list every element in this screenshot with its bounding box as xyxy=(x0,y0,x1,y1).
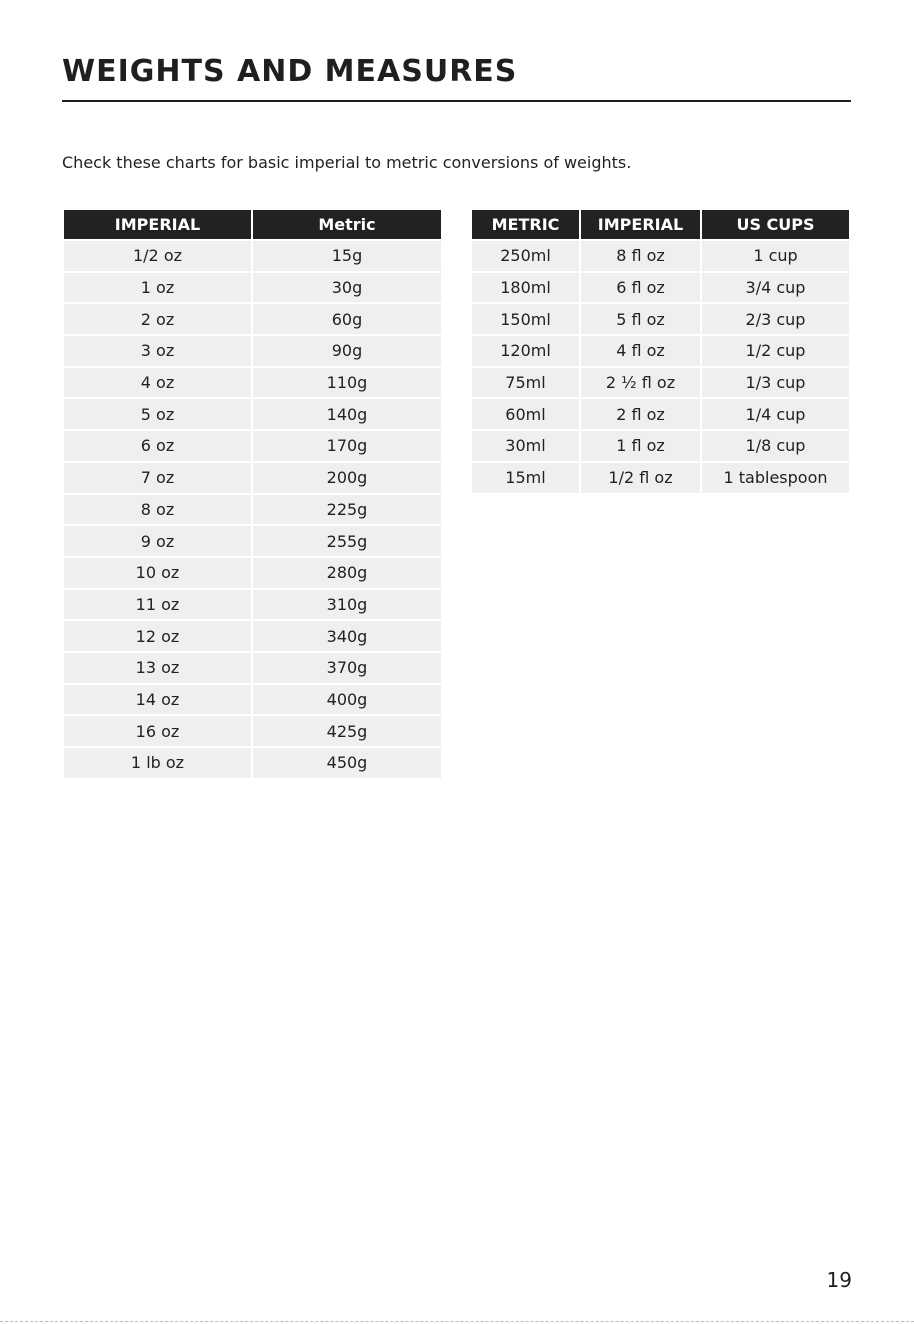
imperial-cell: 1 lb oz xyxy=(64,748,251,778)
table-row xyxy=(472,431,849,461)
table-row xyxy=(472,241,849,271)
imperial-cell: 1/2 oz xyxy=(64,241,251,271)
us-cups-cell: 1 tablespoon xyxy=(702,463,849,493)
table-row xyxy=(64,241,441,271)
table-row xyxy=(472,368,849,398)
table-row xyxy=(64,399,441,429)
volume-header-imperial: IMPERIAL xyxy=(581,210,700,239)
table-row xyxy=(64,431,441,461)
imperial-cell: 8 fl oz xyxy=(581,241,700,271)
table-row xyxy=(64,495,441,525)
volume-header-row xyxy=(472,210,849,239)
metric-cell: 30ml xyxy=(472,431,579,461)
metric-cell: 15ml xyxy=(472,463,579,493)
metric-cell: 170g xyxy=(253,431,441,461)
weights-conversion-table xyxy=(62,208,443,780)
table-row xyxy=(64,590,441,620)
table-row xyxy=(64,716,441,746)
imperial-cell: 2 fl oz xyxy=(581,399,700,429)
us-cups-cell: 1/2 cup xyxy=(702,336,849,366)
metric-cell: 120ml xyxy=(472,336,579,366)
metric-cell: 15g xyxy=(253,241,441,271)
table-row xyxy=(472,304,849,334)
imperial-cell: 5 oz xyxy=(64,399,251,429)
volume-header-us-cups: US CUPS xyxy=(702,210,849,239)
us-cups-cell: 1/8 cup xyxy=(702,431,849,461)
imperial-cell: 6 oz xyxy=(64,431,251,461)
imperial-cell: 3 oz xyxy=(64,336,251,366)
imperial-cell: 16 oz xyxy=(64,716,251,746)
imperial-cell: 5 fl oz xyxy=(581,304,700,334)
weights-header-row xyxy=(64,210,441,239)
imperial-cell: 7 oz xyxy=(64,463,251,493)
table-row xyxy=(64,653,441,683)
metric-cell: 310g xyxy=(253,590,441,620)
table-row xyxy=(472,273,849,303)
metric-cell: 450g xyxy=(253,748,441,778)
us-cups-cell: 1 cup xyxy=(702,241,849,271)
metric-cell: 110g xyxy=(253,368,441,398)
volume-table-body xyxy=(472,241,849,493)
metric-cell: 225g xyxy=(253,495,441,525)
us-cups-cell: 1/4 cup xyxy=(702,399,849,429)
imperial-cell: 12 oz xyxy=(64,621,251,651)
table-row xyxy=(64,685,441,715)
imperial-cell: 1 fl oz xyxy=(581,431,700,461)
table-row xyxy=(64,748,441,778)
imperial-cell: 9 oz xyxy=(64,526,251,556)
metric-cell: 425g xyxy=(253,716,441,746)
table-row xyxy=(64,368,441,398)
page-bottom-divider xyxy=(0,1321,914,1322)
metric-cell: 280g xyxy=(253,558,441,588)
table-row xyxy=(64,304,441,334)
imperial-cell: 11 oz xyxy=(64,590,251,620)
weights-header-metric: Metric xyxy=(253,210,441,239)
imperial-cell: 10 oz xyxy=(64,558,251,588)
imperial-cell: 4 oz xyxy=(64,368,251,398)
table-row xyxy=(64,463,441,493)
metric-cell: 140g xyxy=(253,399,441,429)
metric-cell: 30g xyxy=(253,273,441,303)
table-row xyxy=(64,526,441,556)
table-row xyxy=(472,463,849,493)
page-number: 19 xyxy=(826,1268,852,1292)
us-cups-cell: 2/3 cup xyxy=(702,304,849,334)
table-row xyxy=(472,399,849,429)
metric-cell: 400g xyxy=(253,685,441,715)
table-row xyxy=(64,273,441,303)
title-divider xyxy=(62,100,851,102)
imperial-cell: 8 oz xyxy=(64,495,251,525)
weights-table-body xyxy=(64,241,441,778)
metric-cell: 255g xyxy=(253,526,441,556)
us-cups-cell: 1/3 cup xyxy=(702,368,849,398)
metric-cell: 90g xyxy=(253,336,441,366)
table-row xyxy=(472,336,849,366)
table-row xyxy=(64,621,441,651)
metric-cell: 250ml xyxy=(472,241,579,271)
imperial-cell: 2 oz xyxy=(64,304,251,334)
imperial-cell: 14 oz xyxy=(64,685,251,715)
metric-cell: 75ml xyxy=(472,368,579,398)
imperial-cell: 1/2 fl oz xyxy=(581,463,700,493)
volume-conversion-table xyxy=(470,208,851,495)
table-row xyxy=(64,336,441,366)
table-row xyxy=(64,558,441,588)
weights-header-imperial: IMPERIAL xyxy=(64,210,251,239)
page-title: WEIGHTS AND MEASURES xyxy=(62,54,518,89)
metric-cell: 340g xyxy=(253,621,441,651)
metric-cell: 60g xyxy=(253,304,441,334)
imperial-cell: 1 oz xyxy=(64,273,251,303)
metric-cell: 150ml xyxy=(472,304,579,334)
metric-cell: 60ml xyxy=(472,399,579,429)
intro-text: Check these charts for basic imperial to metric conversions of weights. xyxy=(62,153,632,172)
metric-cell: 200g xyxy=(253,463,441,493)
imperial-cell: 13 oz xyxy=(64,653,251,683)
imperial-cell: 4 fl oz xyxy=(581,336,700,366)
imperial-cell: 2 ½ fl oz xyxy=(581,368,700,398)
imperial-cell: 6 fl oz xyxy=(581,273,700,303)
metric-cell: 370g xyxy=(253,653,441,683)
us-cups-cell: 3/4 cup xyxy=(702,273,849,303)
volume-header-metric: METRIC xyxy=(472,210,579,239)
metric-cell: 180ml xyxy=(472,273,579,303)
